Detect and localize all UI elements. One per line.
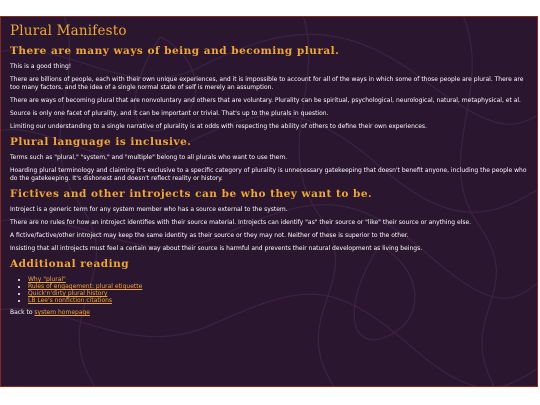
paragraph: There are ways of becoming plural that are nonvoluntary and others that are voluntary. Plurality can be spiritual, psychological, neurological, natural, metaphysical, et al. — [10, 97, 521, 104]
link-system-homepage[interactable]: system homepage — [34, 309, 90, 316]
link-plural-history[interactable]: Quick'n'dirty plural history — [28, 290, 108, 297]
paragraph: Limiting our understanding to a single narrative of plurality is at odds with respecting the ability of others to define their own experiences. — [10, 123, 427, 130]
page-title: Plural Manifesto — [10, 23, 127, 39]
paragraph: Hoarding plural terminology and claiming it's exclusive to a specific category of plurality is unnecessary gatekeeping that doesn't benefit anyone, including the people who do the gatekeeping. It's dishonest and doesn't reflect reality or history. — [10, 167, 527, 182]
paragraph: Terms such as "plural," "system," and "multiple" belong to all plurals who want to use them. — [10, 154, 288, 161]
paragraph: There are billions of people, each with their own unique experiences, and it is impossible to account for all of the ways in which some of those people are plural. There are too many factors, and the idea of a single normal state of self is merely an assumption. — [10, 76, 524, 91]
link-why-plural[interactable]: Why "plural" — [28, 276, 66, 283]
section-heading-additional-reading: Additional reading — [10, 258, 130, 270]
section-heading-language: Plural language is inclusive. — [10, 136, 192, 148]
link-nonfiction-citations[interactable]: LB Lee's nonfiction citations — [28, 297, 113, 304]
list-item — [28, 283, 528, 290]
list-item — [28, 290, 528, 297]
list-item — [28, 297, 528, 304]
page-frame — [0, 16, 538, 387]
paragraph: Insisting that all introjects must feel a certain way about their source is harmful and prevents their natural development as living beings. — [10, 245, 423, 252]
footer-prefix: Back to — [10, 309, 35, 316]
additional-reading-list — [10, 276, 528, 304]
link-rules-of-engagement[interactable]: Rules of engagement: plural etiquette — [28, 283, 143, 290]
section-heading-introjects: Fictives and other introjects can be who they want to be. — [10, 188, 373, 200]
paragraph: This is a good thing! — [10, 63, 72, 70]
list-item — [28, 276, 528, 283]
main-content — [1, 17, 537, 317]
paragraph: Introject is a generic term for any system member who has a source external to the system. — [10, 206, 288, 213]
footer-back — [10, 309, 528, 317]
paragraph: There are no rules for how an introject identifies with their source material. Introjects can identify "as" their source or "like" their source or anything else. — [10, 219, 472, 226]
section-heading-ways: There are many ways of being and becoming plural. — [10, 45, 340, 57]
paragraph: A fictive/factive/other introject may keep the same identity as their source or they may not. Neither of these is superior to the other. — [10, 232, 409, 239]
paragraph: Source is only one facet of plurality, and it can be important or trivial. That's up to the plurals in question. — [10, 110, 329, 117]
